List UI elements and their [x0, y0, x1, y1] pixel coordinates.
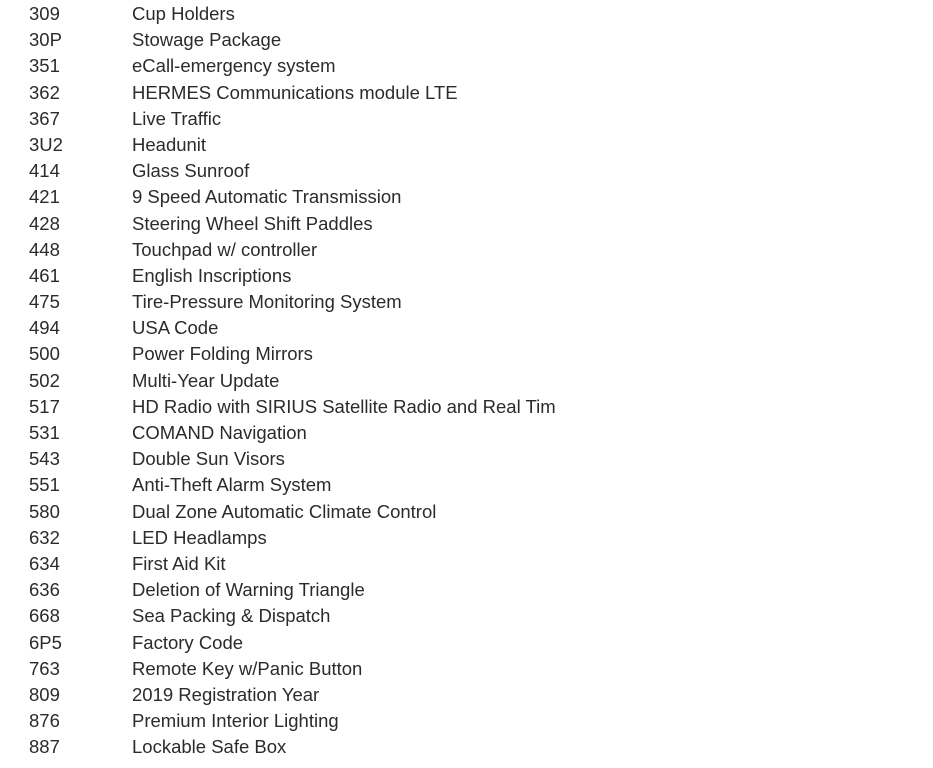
- option-description: Premium Interior Lighting: [132, 710, 339, 732]
- option-code: 475: [29, 291, 60, 313]
- list-item: [0, 341, 933, 367]
- option-code: 414: [29, 160, 60, 182]
- option-code: 6P5: [29, 631, 62, 653]
- option-description: LED Headlamps: [132, 526, 267, 548]
- option-code: 428: [29, 212, 60, 234]
- option-description: Glass Sunroof: [132, 160, 250, 182]
- option-code: 494: [29, 317, 60, 339]
- option-code: 636: [29, 579, 60, 601]
- list-item: [0, 1, 933, 27]
- option-code: 3U2: [29, 133, 63, 155]
- option-description: Lockable Safe Box: [132, 736, 287, 758]
- option-code: 543: [29, 448, 60, 470]
- list-item: [0, 368, 933, 394]
- option-code: 448: [29, 238, 60, 260]
- option-description: Stowage Package: [132, 29, 282, 51]
- option-description: 9 Speed Automatic Transmission: [132, 186, 402, 208]
- option-description: USA Code: [132, 317, 219, 339]
- option-description: Remote Key w/Panic Button: [132, 657, 363, 679]
- option-code: 309: [29, 3, 60, 24]
- list-item: [0, 682, 933, 708]
- option-description: Multi-Year Update: [132, 369, 280, 391]
- option-description: Cup Holders: [132, 3, 235, 24]
- option-description: Sea Packing & Dispatch: [132, 605, 331, 627]
- option-code: 421: [29, 186, 60, 208]
- option-description: eCall-emergency system: [132, 55, 336, 77]
- option-description: Factory Code: [132, 631, 244, 653]
- list-item: [0, 211, 933, 237]
- list-item: [0, 577, 933, 603]
- option-description: Anti-Theft Alarm System: [132, 474, 332, 496]
- option-code: 809: [29, 683, 60, 705]
- option-description: Tire-Pressure Monitoring System: [132, 291, 402, 313]
- option-code: 668: [29, 605, 60, 627]
- option-code: 531: [29, 422, 60, 443]
- list-item: [0, 603, 933, 629]
- list-item: [0, 551, 933, 577]
- option-description: English Inscriptions: [132, 264, 292, 286]
- list-item: [0, 53, 933, 79]
- option-code: 517: [29, 395, 60, 417]
- list-item: [0, 184, 933, 210]
- list-item: [0, 734, 933, 760]
- list-item: [0, 132, 933, 158]
- option-code: 500: [29, 343, 60, 365]
- option-description: Power Folding Mirrors: [132, 343, 313, 365]
- option-description: COMAND Navigation: [132, 422, 307, 443]
- list-item: [0, 315, 933, 341]
- option-description: First Aid Kit: [132, 552, 226, 574]
- list-item: [0, 630, 933, 656]
- option-description: Steering Wheel Shift Paddles: [132, 212, 373, 234]
- option-description: Touchpad w/ controller: [132, 238, 318, 260]
- option-description: 2019 Registration Year: [132, 683, 320, 705]
- list-item: [0, 106, 933, 132]
- option-code: 876: [29, 710, 60, 732]
- option-code: 461: [29, 264, 60, 286]
- list-item: [0, 80, 933, 106]
- option-code: 367: [29, 107, 60, 129]
- list-item: [0, 263, 933, 289]
- list-item: [0, 499, 933, 525]
- option-description: Dual Zone Automatic Climate Control: [132, 500, 437, 522]
- option-code: 634: [29, 552, 60, 574]
- list-item: [0, 708, 933, 734]
- option-description: Live Traffic: [132, 107, 222, 129]
- option-code: 580: [29, 500, 60, 522]
- option-code: 887: [29, 736, 60, 758]
- list-item: [0, 237, 933, 263]
- option-code: 763: [29, 657, 60, 679]
- option-description: Double Sun Visors: [132, 448, 285, 470]
- option-code-list: [0, 1, 933, 760]
- list-item: [0, 472, 933, 498]
- option-description: HD Radio with SIRIUS Satellite Radio and Real Tim: [132, 395, 556, 417]
- option-code: 632: [29, 526, 60, 548]
- list-item: [0, 420, 933, 446]
- option-code: 362: [29, 81, 60, 103]
- list-item: [0, 656, 933, 682]
- option-description: HERMES Communications module LTE: [132, 81, 458, 103]
- option-code: 551: [29, 474, 60, 496]
- option-code: 502: [29, 369, 60, 391]
- list-item: [0, 27, 933, 53]
- option-description: Deletion of Warning Triangle: [132, 579, 365, 601]
- option-code: 30P: [29, 29, 62, 51]
- list-item: [0, 289, 933, 315]
- option-code: 351: [29, 55, 60, 77]
- list-item: [0, 446, 933, 472]
- list-item: [0, 158, 933, 184]
- list-item: [0, 394, 933, 420]
- option-description: Headunit: [132, 133, 207, 155]
- list-item: [0, 525, 933, 551]
